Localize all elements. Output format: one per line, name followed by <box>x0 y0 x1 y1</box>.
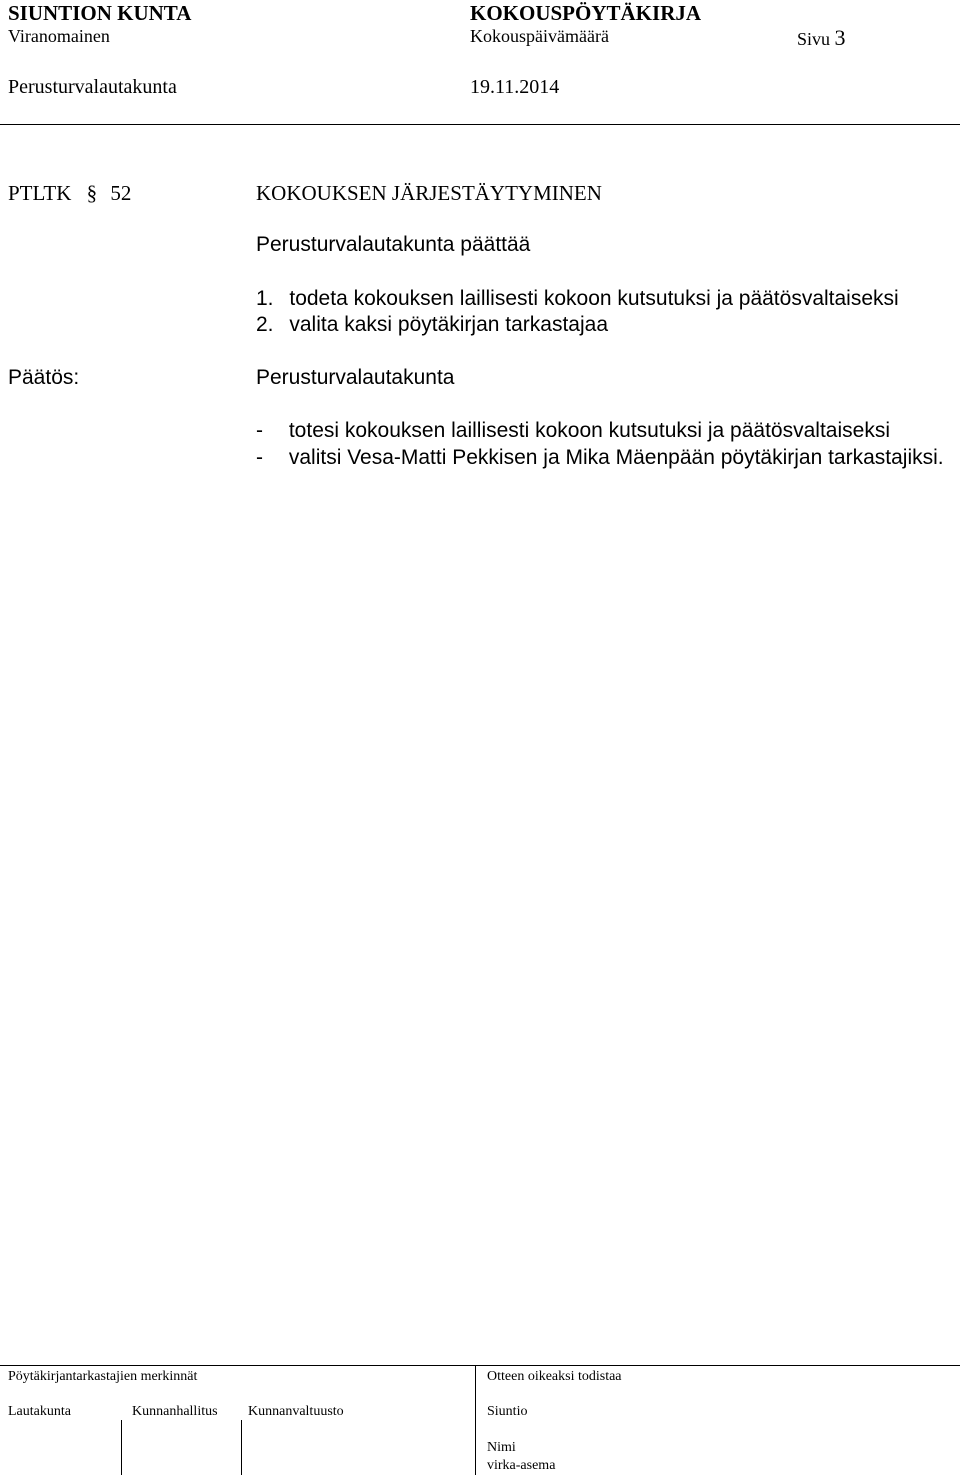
decision-item-text: totesi kokouksen laillisesti kokoon kutsutuksi ja päätösvaltaiseksi <box>288 419 890 442</box>
page-indicator <box>797 27 846 49</box>
meeting-date: 19.11.2014 <box>470 76 560 98</box>
proposal-item-number: 2. <box>256 313 274 336</box>
page-label: Sivu <box>797 29 831 49</box>
footer-position-label: virka-asema <box>487 1458 556 1473</box>
decision-label: Päätös: <box>8 366 80 389</box>
authority-label: Viranomainen <box>8 26 110 46</box>
footer-col-board: Lautakunta <box>8 1404 71 1419</box>
footer-name-label: Nimi <box>487 1440 516 1455</box>
proposal-item-text: valita kaksi pöytäkirjan tarkastajaa <box>289 313 609 336</box>
header-divider <box>0 124 960 125</box>
section-title: KOKOUKSEN JÄRJESTÄYTYMINEN <box>256 181 602 205</box>
proposal-item-text: todeta kokouksen laillisesti kokoon kutsutuksi ja päätösvaltaiseksi <box>289 287 899 310</box>
section-prefix: PTLTK <box>8 181 72 205</box>
proposal-item <box>256 314 608 335</box>
municipality-name: SIUNTION KUNTA <box>8 1 192 25</box>
page-number: 3 <box>834 25 846 50</box>
proposal-intro: Perusturvalautakunta päättää <box>256 233 531 256</box>
footer-column-divider <box>121 1420 122 1475</box>
decision-item <box>256 420 890 441</box>
authority-name: Perusturvalautakunta <box>8 76 177 98</box>
decision-item <box>256 447 944 468</box>
footer-column-divider <box>241 1420 242 1475</box>
section-number: 52 <box>110 181 132 205</box>
decision-item-text: valitsi Vesa-Matti Pekkisen ja Mika Mäenpään pöytäkirjan tarkastajiksi. <box>288 446 944 469</box>
paragraph-sign: § <box>86 181 98 205</box>
decision-bullet: - <box>256 446 263 469</box>
decision-bullet: - <box>256 419 263 442</box>
document-type: KOKOUSPÖYTÄKIRJA <box>470 1 702 25</box>
decision-body: Perusturvalautakunta <box>256 366 455 389</box>
reviewers-label: Pöytäkirjantarkastajien merkinnät <box>8 1369 198 1384</box>
proposal-item-number: 1. <box>256 287 274 310</box>
meeting-date-label: Kokouspäivämäärä <box>470 26 609 46</box>
footer-col-council: Kunnanvaltuusto <box>248 1404 344 1419</box>
footer-column-divider <box>475 1365 476 1475</box>
footer-divider <box>0 1365 960 1366</box>
proposal-item <box>256 288 899 309</box>
footer-col-municipal-board: Kunnanhallitus <box>132 1404 218 1419</box>
section-code <box>8 183 131 204</box>
footer-place: Siuntio <box>487 1404 528 1419</box>
certified-label: Otteen oikeaksi todistaa <box>487 1369 622 1384</box>
